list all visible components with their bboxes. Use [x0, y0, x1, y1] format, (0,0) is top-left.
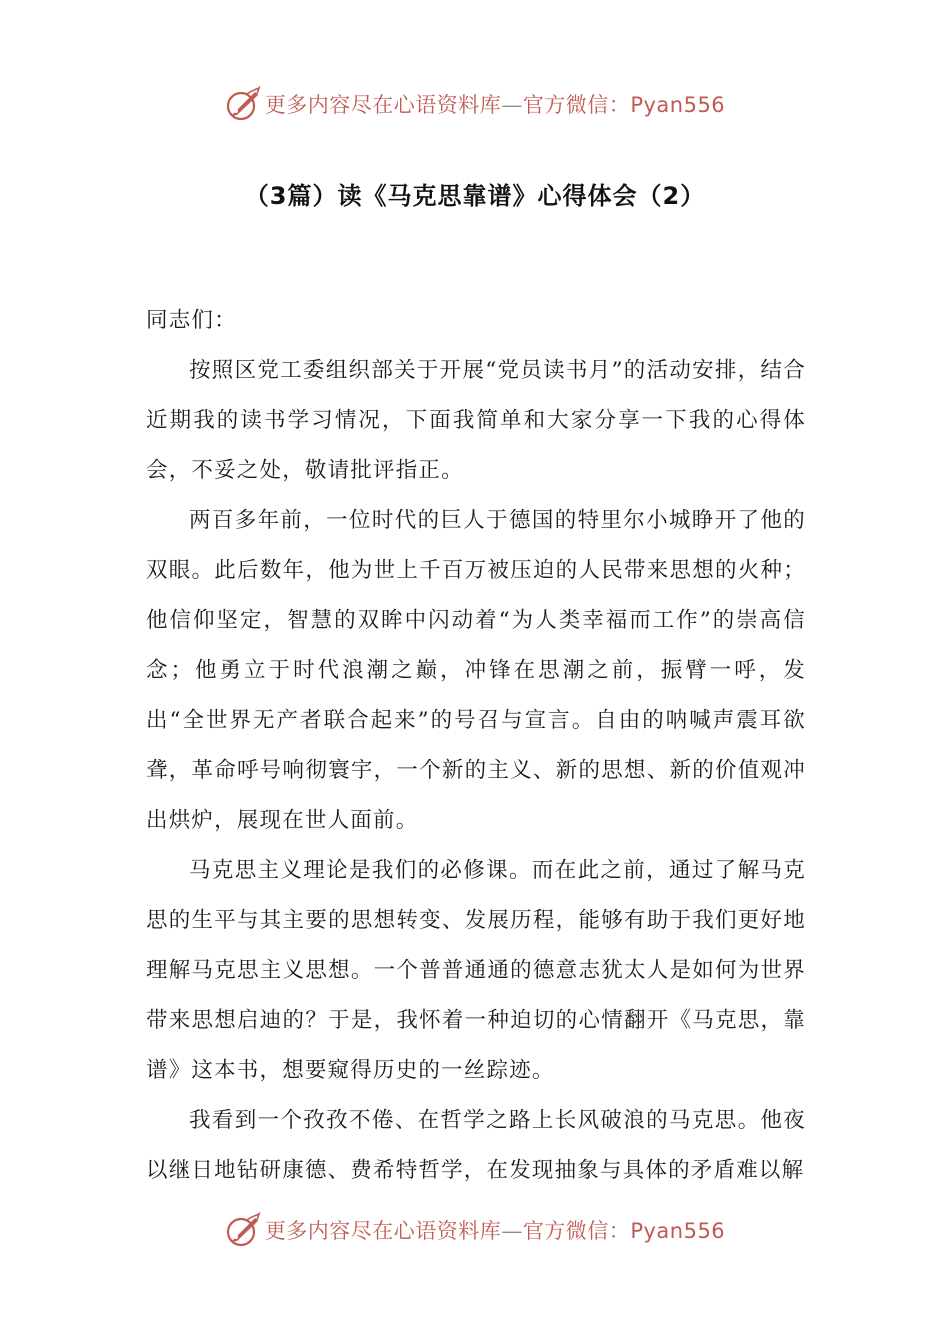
footer-banner: [0, 1208, 950, 1252]
paragraph-2: 两百多年前，一位时代的巨人于德国的特里尔小城睁开了他的双眼。此后数年，他为世上千百万被压迫的人民带来思想的火种；他信仰坚定，智慧的双眸中闪动着“为人类幸福而工作”的崇高信念；他勇立于时代浪潮之巅，冲锋在思潮之前，振臂一呼，发出“全世界无产者联合起来”的号召与宣言。自由的呐喊声震耳欲聋，革命呼号响彻寰宇，一个新的主义、新的思想、新的价值观冲出烘炉，展现在世人面前。: [146, 508, 806, 833]
paragraph-4: 我看到一个孜孜不倦、在哲学之路上长风破浪的马克思。他夜以继日地钻研康德、费希特哲学，在发现抽象与具体的矛盾难以解: [146, 1108, 806, 1183]
quill-logo-icon: [225, 1212, 261, 1248]
paragraph-1: 按照区党工委组织部关于开展“党员读书月”的活动安排，结合近期我的读书学习情况，下面我简单和大家分享一下我的心得体会，不妥之处，敬请批评指正。: [146, 358, 806, 483]
document-body: [146, 296, 806, 1196]
banner-text: 更多内容尽在心语资料库—官方微信：Pyan556: [264, 1219, 726, 1243]
paragraph-3: 马克思主义理论是我们的必修课。而在此之前，通过了解马克思的生平与其主要的思想转变、发展历程，能够有助于我们更好地理解马克思主义思想。一个普普通通的德意志犹太人是如何为世界带来思想启迪的？于是，我怀着一种迫切的心情翻开《马克思，靠谱》这本书，想要窥得历史的一丝踪迹。: [146, 858, 806, 1083]
salutation: 同志们：: [146, 308, 237, 333]
banner-text: 更多内容尽在心语资料库—官方微信：Pyan556: [264, 93, 726, 117]
header-banner: [0, 82, 950, 126]
quill-logo-icon: [225, 86, 261, 122]
page-title: （3篇）读《马克思靠谱》心得体会（2）: [244, 182, 706, 210]
